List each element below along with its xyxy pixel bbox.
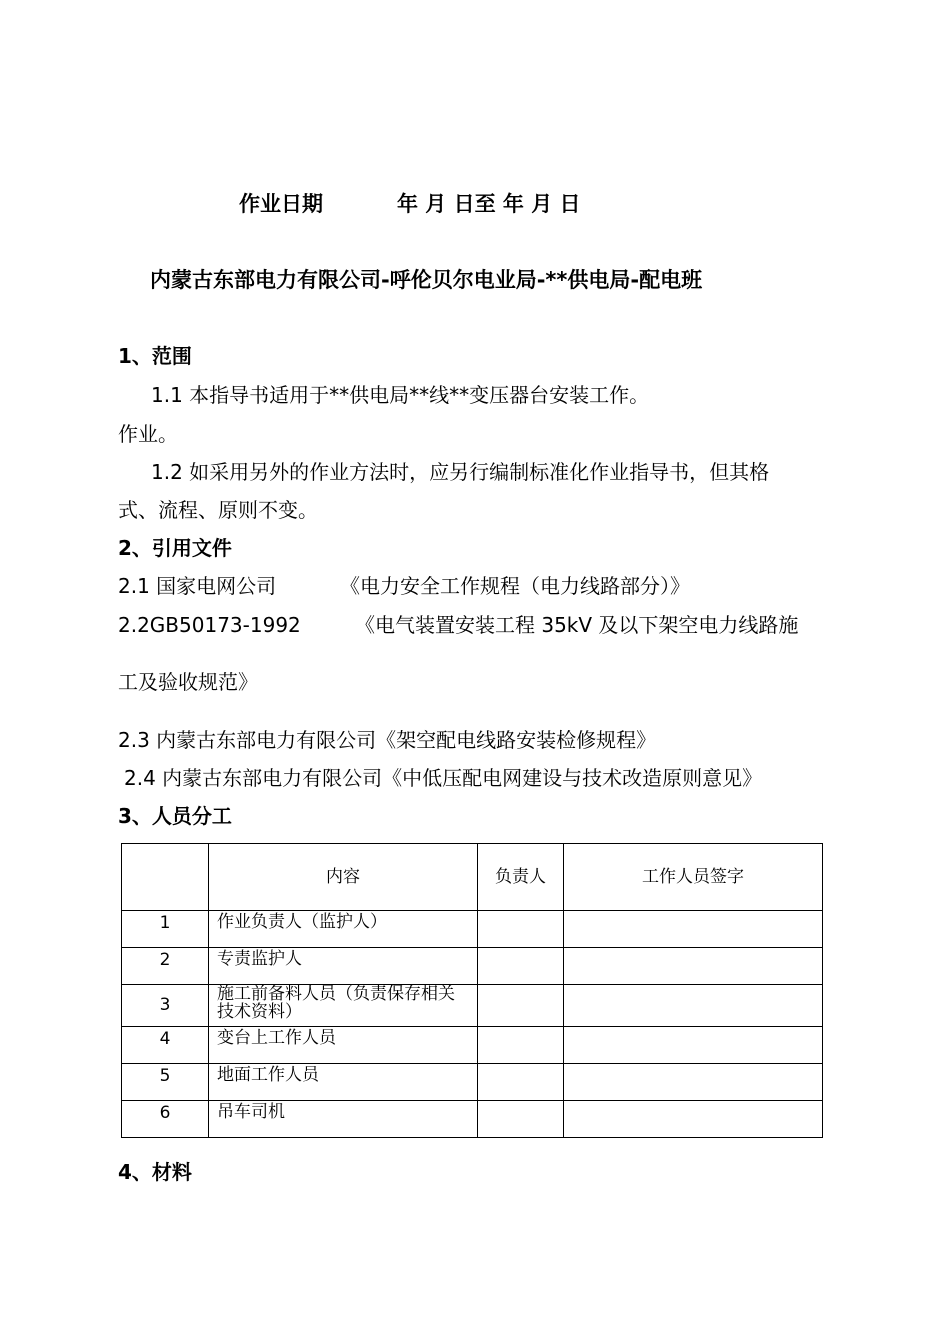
organization-line: 内蒙古东部电力有限公司-呼伦贝尔电业局-**供电局-配电班 [150, 268, 703, 292]
row-content: 地面工作人员 [209, 1064, 478, 1101]
section-2-title: 2、引用文件 [118, 536, 232, 560]
section-4-title: 4、材料 [118, 1160, 192, 1184]
table-row [122, 948, 823, 985]
row-lead-cell [478, 948, 564, 985]
row-content: 作业负责人（监护人） [209, 911, 478, 948]
work-date-label: 作业日期 [239, 192, 323, 216]
work-date-range: 年 月 日至 年 月 日 [397, 192, 581, 216]
row-lead-cell [478, 1064, 564, 1101]
row-content: 施工前备料人员（负责保存相关技术资料） [209, 985, 478, 1027]
row-number: 5 [122, 1064, 209, 1101]
table-row [122, 1027, 823, 1064]
section-3-title: 3、人员分工 [118, 804, 232, 828]
reference-3: 2.3 内蒙古东部电力有限公司《架空配电线路安装检修规程》 [118, 728, 657, 752]
reference-1-title: 《电力安全工作规程（电力线路部分）》 [340, 574, 690, 598]
reference-1-source: 2.1 国家电网公司 [118, 574, 277, 598]
table-header-row [122, 844, 823, 911]
header-content: 内容 [209, 844, 478, 911]
row-signature-cell [564, 1064, 823, 1101]
reference-2-title: 《电气装置安装工程 35kV 及以下架空电力线路施 [355, 613, 799, 637]
scope-paragraph-1: 1.1 本指导书适用于**供电局**线**变压器台安装工作。 [151, 383, 650, 407]
row-signature-cell [564, 1101, 823, 1138]
scope-paragraph-2-line-1: 1.2 如采用另外的作业方法时，应另行编制标准化作业指导书，但其格 [151, 460, 770, 484]
row-number: 1 [122, 911, 209, 948]
row-number: 4 [122, 1027, 209, 1064]
reference-4: 2.4 内蒙古东部电力有限公司《中低压配电网建设与技术改造原则意见》 [124, 766, 763, 790]
table-row [122, 911, 823, 948]
table-row [122, 1064, 823, 1101]
row-lead-cell [478, 985, 564, 1027]
scope-paragraph-1-continued: 作业。 [118, 422, 178, 446]
row-signature-cell [564, 948, 823, 985]
row-lead-cell [478, 1027, 564, 1064]
scope-paragraph-2-line-2: 式、流程、原则不变。 [118, 498, 318, 522]
row-signature-cell [564, 1027, 823, 1064]
row-lead-cell [478, 911, 564, 948]
header-signature: 工作人员签字 [564, 844, 823, 911]
row-signature-cell [564, 911, 823, 948]
section-1-title: 1、范围 [118, 344, 192, 368]
table-row [122, 985, 823, 1027]
row-number: 3 [122, 985, 209, 1027]
reference-2-title-continued: 工及验收规范》 [118, 670, 258, 694]
row-signature-cell [564, 985, 823, 1027]
row-number: 2 [122, 948, 209, 985]
row-content: 专责监护人 [209, 948, 478, 985]
table-row [122, 1101, 823, 1138]
header-lead: 负责人 [478, 844, 564, 911]
row-content: 吊车司机 [209, 1101, 478, 1138]
staff-assignment-table [121, 843, 823, 1138]
reference-2-source: 2.2GB50173-1992 [118, 613, 301, 637]
row-number: 6 [122, 1101, 209, 1138]
header-no [122, 844, 209, 911]
row-lead-cell [478, 1101, 564, 1138]
row-content: 变台上工作人员 [209, 1027, 478, 1064]
